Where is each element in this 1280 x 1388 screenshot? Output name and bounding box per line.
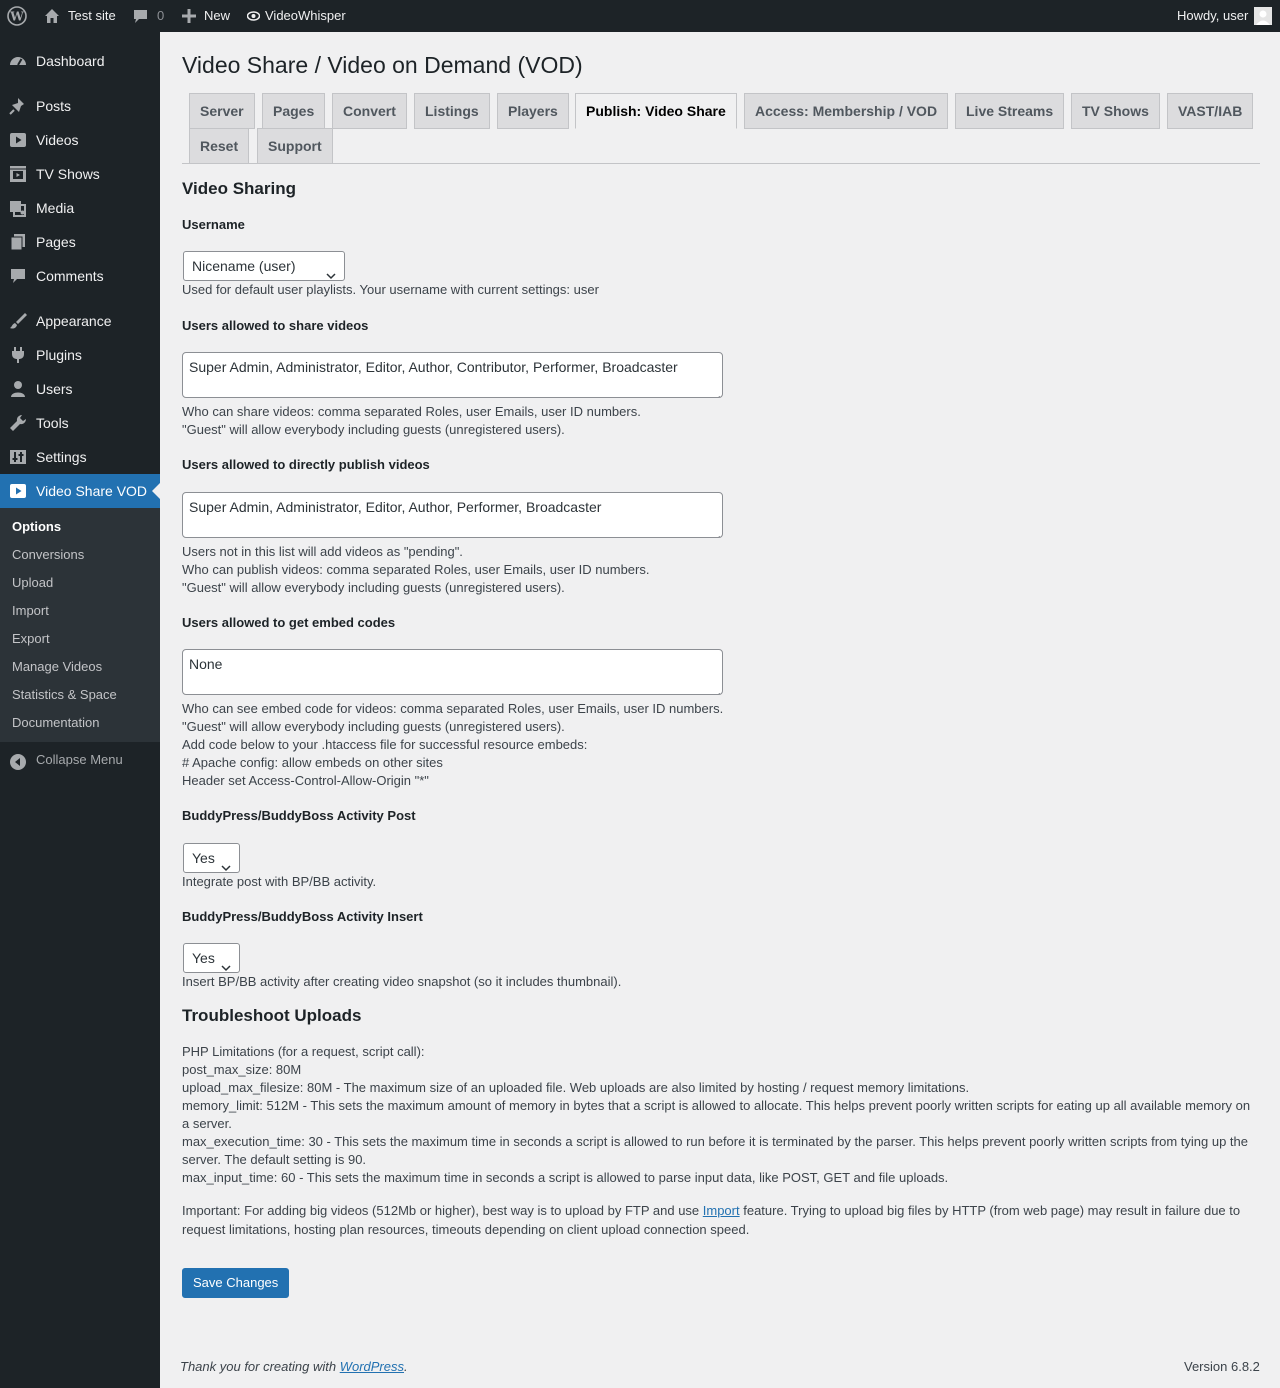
site-name-link[interactable] [44,0,116,32]
resize-grip-icon [713,388,720,395]
menu-item-dashboard[interactable]: Dashboard [0,44,160,78]
embed-description-5: Header set Access-Control-Allow-Origin "*" [182,773,429,788]
tab-publish-video-share[interactable]: Publish: Video Share [575,93,737,129]
tab-reset[interactable]: Reset [189,128,249,164]
php-limitations-intro: PHP Limitations (for a request, script call): [182,1044,425,1059]
menu-item-settings[interactable]: Settings [0,440,160,474]
username-description: Used for default user playlists. Your username with current settings: user [182,282,599,297]
menu-item-video-share-vod[interactable]: Video Share VOD [0,474,160,508]
media-icon [8,198,28,218]
site-name: Test site [68,8,116,23]
save-changes-button[interactable]: Save Changes [182,1268,289,1298]
comments-count: 0 [157,8,165,23]
bp-post-description: Integrate post with BP/BB activity. [182,874,377,889]
menu-item-plugins[interactable]: Plugins [0,338,160,372]
share-roles-value: Super Admin, Administrator, Editor, Author, Contributor, Performer, Broadcaster [189,359,678,375]
brush-icon [8,311,28,331]
comments-link[interactable] [133,0,164,32]
share-description-2: "Guest" will allow everybody including guests (unregistered users). [182,422,565,437]
username-select-value: Nicename (user) [192,258,296,274]
embed-label: Users allowed to get embed codes [182,615,396,630]
videowhisper-label: VideoWhisper [265,8,346,23]
dashboard-icon [8,51,28,71]
settings-tabs [182,92,1260,164]
menu-item-users[interactable]: Users [0,372,160,406]
admin-bar [0,0,1280,32]
tab-live-streams[interactable]: Live Streams [955,93,1064,129]
svg-text:W: W [10,9,24,24]
bp-insert-select-value: Yes [192,950,215,966]
comments-icon [8,266,28,286]
comment-bubble-icon [133,9,148,24]
video-sharing-heading: Video Sharing [182,179,296,198]
wrench-icon [8,413,28,433]
bp-insert-label: BuddyPress/BuddyBoss Activity Insert [182,909,423,924]
submenu-item-import[interactable]: Import [12,603,49,618]
plus-icon [182,9,196,23]
submenu-item-conversions[interactable]: Conversions [12,547,85,562]
home-icon [44,8,60,24]
current-arrow [152,483,160,499]
max-input-time-line: max_input_time: 60 - This sets the maximum time in seconds a script is allowed to parse input data, like POST, GET and file uploads. [182,1170,949,1185]
submenu-item-upload[interactable]: Upload [12,575,54,590]
footer-version: Version 6.8.2 [1184,1359,1260,1374]
embed-description-2: "Guest" will allow everybody including guests (unregistered users). [182,719,565,734]
users-icon [8,379,28,399]
pages-icon [8,232,28,252]
username-label: Username [182,217,245,232]
submenu-item-manage-videos[interactable]: Manage Videos [12,659,103,674]
menu-item-pages[interactable]: Pages [0,225,160,259]
chevron-down-icon [326,262,336,272]
post-max-size-line: post_max_size: 80M [182,1062,302,1077]
bp-insert-description: Insert BP/BB activity after creating video snapshot (so it includes thumbnail). [182,974,622,989]
new-label: New [204,8,231,23]
chevron-down-icon [221,954,231,964]
embed-description-3: Add code below to your .htaccess file for successful resource embeds: [182,737,588,752]
tab-server[interactable]: Server [189,93,255,129]
menu-item-appearance[interactable]: Appearance [0,304,160,338]
menu-item-videos[interactable]: Videos [0,123,160,157]
upload-max-filesize-line: upload_max_filesize: 80M - The maximum size of an uploaded file. Web uploads are also limited by hosting / request memory limitations. [182,1080,970,1095]
publish-label: Users allowed to directly publish videos [182,457,430,472]
submenu-item-options[interactable]: Options [12,519,62,534]
import-link[interactable]: Import [702,1203,740,1218]
embed-description-1: Who can see embed code for videos: comma separated Roles, user Emails, user ID numbers. [182,701,724,716]
video-icon [8,130,28,150]
max-execution-time-line: max_execution_time: 30 - This sets the maximum time in seconds a script is allowed to run before it is terminated by the parser. This helps prevent poorly written scripts from tying up the server. The default setting is 90. [182,1134,1248,1167]
menu-item-media[interactable]: Media [0,191,160,225]
share-label: Users allowed to share videos [182,318,369,333]
bp-post-select[interactable] [183,843,240,873]
plugin-icon [8,345,28,365]
publish-description-3: "Guest" will allow everybody including guests (unregistered users). [182,580,565,595]
bp-post-label: BuddyPress/BuddyBoss Activity Post [182,808,416,823]
share-roles-textarea[interactable] [182,352,723,398]
video-icon [8,481,28,501]
howdy-text: Howdy, user [1177,8,1249,23]
publish-roles-value: Super Admin, Administrator, Editor, Author, Performer, Broadcaster [189,499,602,515]
embed-roles-textarea[interactable] [182,649,723,695]
collapse-arrow-icon [10,754,26,775]
resize-grip-icon [713,685,720,692]
publish-description-2: Who can publish videos: comma separated Roles, user Emails, user ID numbers. [182,562,650,577]
tab-access-membership[interactable]: Access: Membership / VOD [744,93,948,129]
resize-grip-icon [713,528,720,535]
tab-tv-shows[interactable]: TV Shows [1071,93,1160,129]
tab-vast-iab[interactable]: VAST/IAB [1167,93,1253,129]
tab-pages[interactable]: Pages [262,93,325,129]
menu-item-posts[interactable]: Posts [0,89,160,123]
embed-description-4: # Apache config: allow embeds on other sites [182,755,443,770]
new-content-link[interactable] [182,0,230,32]
bp-insert-select[interactable] [183,943,240,973]
troubleshoot-heading: Troubleshoot Uploads [182,1006,362,1025]
chevron-down-icon [221,854,231,864]
tab-convert[interactable]: Convert [332,93,407,129]
memory-limit-line: memory_limit: 512M - This sets the maximum amount of memory in bytes that a script is allowed to allocate. This helps prevent poorly written scripts for eating up all available memory on a server. [182,1098,1251,1131]
tab-support[interactable]: Support [257,128,333,164]
my-account-link[interactable] [1177,0,1272,32]
publish-description-1: Users not in this list will add videos as "pending". [182,544,463,559]
tv-shows-icon [8,164,28,184]
share-description-1: Who can share videos: comma separated Roles, user Emails, user ID numbers. [182,404,641,419]
important-note: Important: For adding big videos (512Mb or higher), best way is to upload by FTP and use Import feature. Trying to upload big files by HTTP (from web page) may result in failure due to request limitations, hosting plan resources, timeouts depending on client upload connection speed. [182,1203,1241,1237]
wordpress-logo-icon[interactable] [7,0,27,32]
eye-icon [247,11,260,21]
username-select[interactable] [183,251,345,281]
submenu-item-documentation[interactable]: Documentation [12,715,100,730]
avatar [1254,7,1272,25]
video-share-submenu [0,508,160,742]
wordpress-link[interactable]: WordPress [339,1359,404,1374]
settings-icon [8,447,28,467]
menu-item-tv-shows[interactable]: TV Shows [0,157,160,191]
footer-thanks: Thank you for creating with WordPress. [180,1359,408,1374]
menu-item-comments[interactable]: Comments [0,259,160,293]
page-title: Video Share / Video on Demand (VOD) [182,52,583,78]
menu-item-tools[interactable]: Tools [0,406,160,440]
videowhisper-link[interactable] [247,0,346,32]
publish-roles-textarea[interactable] [182,492,723,538]
tab-players[interactable]: Players [497,93,569,129]
submenu-item-statistics[interactable]: Statistics & Space [12,687,117,702]
embed-roles-value: None [189,656,223,672]
submenu-item-export[interactable]: Export [12,631,50,646]
pin-icon [8,96,28,116]
collapse-menu-button[interactable]: Collapse Menu [0,746,160,780]
tab-listings[interactable]: Listings [414,93,490,129]
bp-post-select-value: Yes [192,850,215,866]
